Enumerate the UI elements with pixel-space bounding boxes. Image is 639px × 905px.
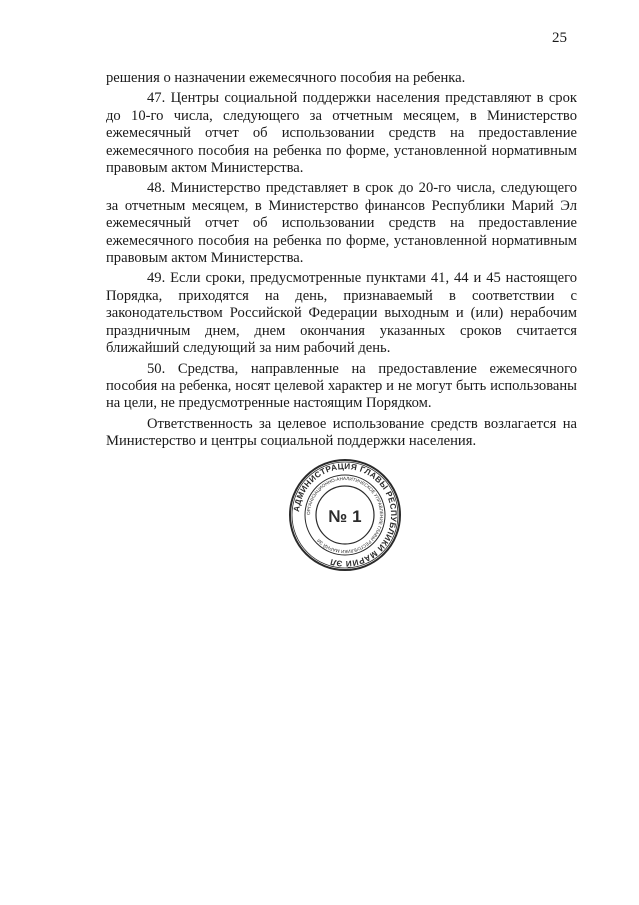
document-body — [106, 70, 577, 454]
stamp-graphic — [288, 458, 402, 572]
paragraph-responsibility: Ответственность за целевое использование средств возлагается на Министерство и центры социальной поддержки населения. — [106, 415, 577, 450]
stamp-inner-text: ОРГАНИЗАЦИОННО-АНАЛИТИЧЕСКОЕ УПРАВЛЕНИЕ ГЛАВЫ РЕСПУБЛИКИ МАРИЙ ЭЛ — [305, 475, 385, 555]
page-number: 25 — [552, 30, 567, 46]
paragraph-50: 50. Средства, направленные на предоставление ежемесячного пособия на ребенка, носят целевой характер и не могут быть использованы на цели, не предусмотренные настоящим Порядком. — [106, 360, 577, 412]
official-stamp — [288, 458, 402, 572]
paragraph-48: 48. Министерство представляет в срок до 20-го числа, следующего за отчетным месяцем, в Министерство финансов Республики Марий Эл ежемесячный отчет об использовании средств на предоставление ежемесячного пособия на ребенка по форме, установленной нормативным правовым актом Министерства. — [106, 180, 577, 267]
paragraph-49: 49. Если сроки, предусмотренные пунктами 41, 44 и 45 настоящего Порядка, приходятся на день, признаваемый в соответствии с законодательством Российской Федерации выходным и (или) нерабочим праздничным днем, днем окончания указанных сроков считается ближайший следующий за ним рабочий день. — [106, 270, 577, 357]
stamp-number: № 1 — [328, 507, 362, 526]
paragraph-47: 47. Центры социальной поддержки населения представляют в срок до 10-го числа, следующего за отчетным месяцем, в Министерство ежемесячный отчет об использовании средств на предоставление ежемесячного пособия на ребенка по форме, установленной нормативным правовым актом Министерства. — [106, 90, 577, 177]
paragraph-continuation: решения о назначении ежемесячного пособия на ребенка. — [106, 70, 466, 86]
stamp-outer-text: АДМИНИСТРАЦИЯ ГЛАВЫ РЕСПУБЛИКИ МАРИЙ ЭЛ — [292, 461, 399, 569]
